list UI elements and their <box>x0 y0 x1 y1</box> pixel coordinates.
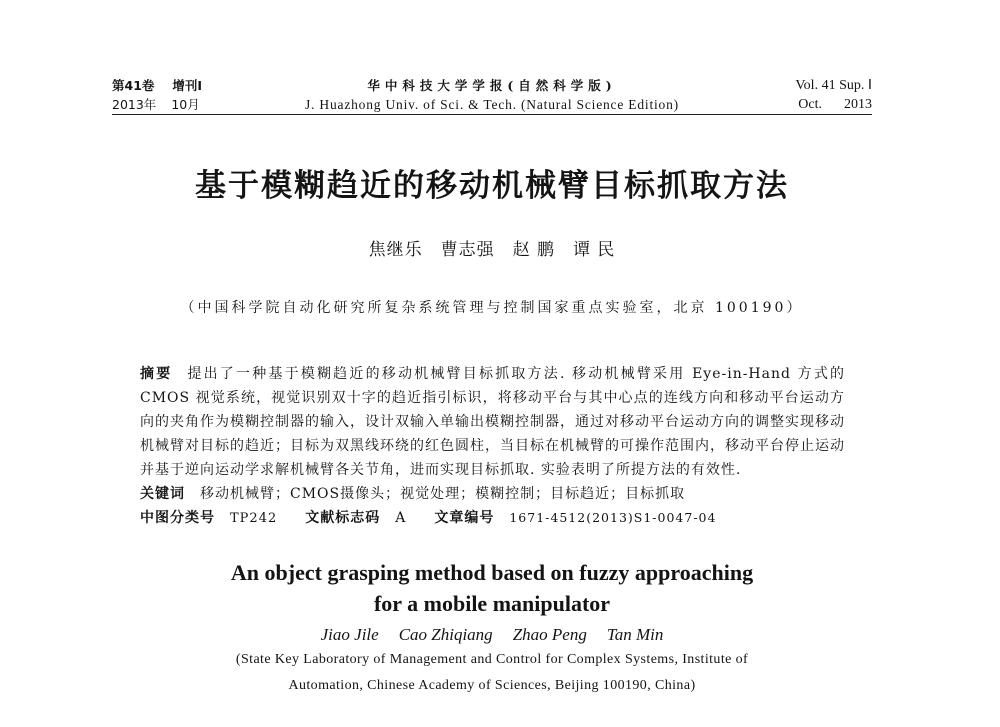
keyword-separator: ； <box>610 486 626 502</box>
keyword-separator: ； <box>385 486 401 502</box>
author-name-en: Cao Zhiqiang <box>398 625 493 644</box>
author-name-cn: 谭 民 <box>573 240 616 260</box>
author-name-en: Jiao Jile <box>320 625 379 644</box>
abstract-text: 提出了一种基于模糊趋近的移动机械臂目标抓取方法. 移动机械臂采用 Eye-in-Hand 方式的 CMOS 视觉系统，视觉识别双十字的趋近指引标识，将移动平台与其中心点的连线方向和移动平台运动方向的夹角作为模糊控制器的输入，设计双输入单输出模糊控制器，通过对移动平台运动方向的调整实现移动机械臂对目标的趋近；目标为双黑线环绕的红色圆柱，当目标在机械臂的可操作范围内，移动平台停止运动并基于逆向运动学求解机械臂各关节角，进而实现目标抓取. 实验表明了所提方法的有效性. <box>140 366 846 478</box>
keywords-line <box>140 482 845 506</box>
year-cn: 2013年 <box>112 97 157 112</box>
keyword-separator: ； <box>460 486 476 502</box>
affiliation-en-line: Automation, Chinese Academy of Sciences, Beijing 100190, China) <box>288 678 696 693</box>
keyword-separator: ； <box>535 486 551 502</box>
paper-title-en <box>112 557 872 619</box>
title-en-line: An object grasping method based on fuzzy approaching <box>230 560 754 585</box>
abstract-paragraph <box>140 362 845 482</box>
authors-en <box>112 623 872 647</box>
author-name-en: Tan Min <box>606 625 664 644</box>
affiliation-en-line: (State Key Laboratory of Management and Control for Complex Systems, Institute of <box>235 652 749 667</box>
year-en: 2013 <box>844 97 872 112</box>
keyword: 模糊控制 <box>475 486 536 502</box>
clc-number: TP242 <box>230 511 278 526</box>
abstract-label: 摘要 <box>140 366 173 382</box>
abstract-block <box>140 362 845 531</box>
keywords-label: 关键词 <box>140 486 185 502</box>
clc-label: 中图分类号 <box>140 510 215 526</box>
paper-title-cn: 基于模糊趋近的移动机械臂目标抓取方法 <box>195 168 789 204</box>
month-cn: 10月 <box>171 97 200 112</box>
authors-cn <box>112 238 872 262</box>
article-number: 1671-4512(2013)S1-0047-04 <box>509 510 717 525</box>
title-en-line: for a mobile manipulator <box>373 591 611 616</box>
journal-name-cn: 华中科技大学学报(自然科学版) <box>367 78 617 93</box>
keyword: 移动机械臂 <box>200 486 275 502</box>
volume-cn: 第41卷 <box>112 78 155 93</box>
affiliation-cn: （中国科学院自动化研究所复杂系统管理与控制国家重点实验室，北京 100190） <box>180 300 804 316</box>
document-code-label: 文献标志码 <box>305 510 381 526</box>
classification-line <box>140 506 845 531</box>
keyword: 目标趋近 <box>550 486 611 502</box>
affiliation-en <box>112 647 872 699</box>
article-number-label: 文章编号 <box>434 510 495 526</box>
keyword-separator: ； <box>275 486 290 502</box>
keyword: CMOS摄像头 <box>290 486 386 502</box>
author-name-en: Zhao Peng <box>512 625 587 644</box>
header-date-line-en <box>795 95 872 114</box>
keyword: 目标抓取 <box>625 486 686 502</box>
header-issue-info-en <box>795 76 872 114</box>
supplement-cn: 增刊Ⅰ <box>172 78 203 93</box>
author-name-cn: 焦继乐 <box>368 240 423 260</box>
author-name-cn: 赵 鹏 <box>512 240 555 260</box>
keyword: 视觉处理 <box>400 486 461 502</box>
volume-en: Vol. 41 Sup. Ⅰ <box>795 78 872 93</box>
header-rule <box>112 114 872 115</box>
header-journal-name <box>112 76 872 114</box>
month-en: Oct. <box>798 97 822 112</box>
journal-header <box>112 76 872 114</box>
document-code: A <box>395 510 407 526</box>
author-name-cn: 曹志强 <box>440 240 495 260</box>
journal-name-en: J. Huazhong Univ. of Sci. & Tech. (Natural Science Edition) <box>305 97 679 112</box>
